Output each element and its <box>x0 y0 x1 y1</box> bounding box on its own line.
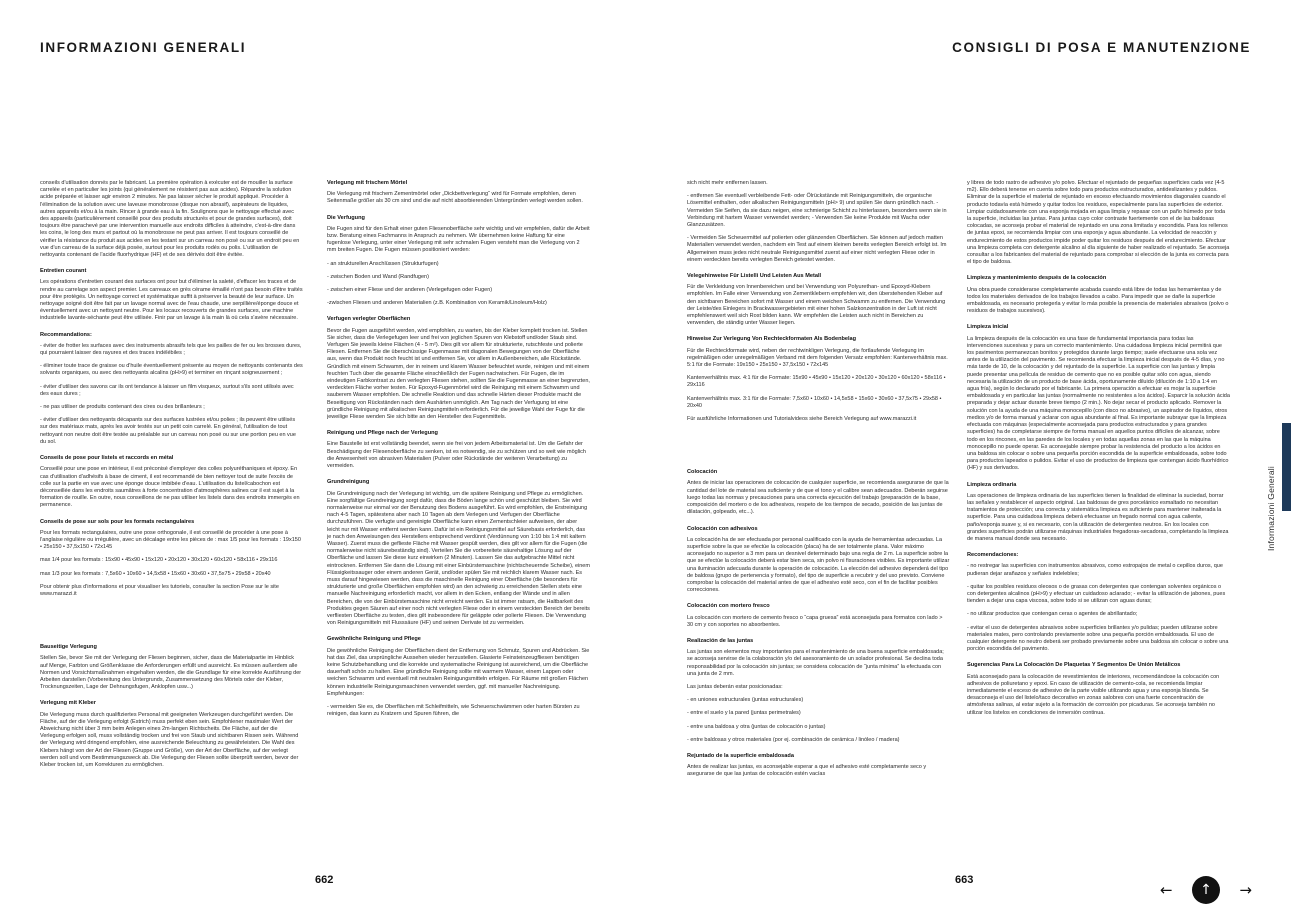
paragraph: Für die Verkleidung von Innenbereichen und bei Verwendung von Polyurethan- und Epoxyd-Klebern empfohlen. Im Falle einer Verwendung von Zementklebern empfehlen wir, den überstehenden Kleber auf den sichtbaren Bereichen sofort mit Wasser und einem weichen Schwamm zu entfernen. Die Verwendung der Leiste/des Einlegers in Brackwassergebieten mit einer hohen Salzkonzentration in der Luft ist nicht empfehlenswert weil sich Rost bilden kann. Wir empfehlen die Leisten auch nicht in Bereichen zu verwenden, die ständig unter Wasser liegen. <box>687 284 946 327</box>
paragraph: - no utilizar productos que contengan ceras o agentes de abrillantado; <box>967 611 1138 618</box>
paragraph: sich nicht mehr entfernen lassen. <box>687 180 768 186</box>
paragraph: - evitar el uso de detergentes abrasivos sobre superficies brillantes y/o pulidas; pueden utilizarse sobre materiales mates, pero controlando previamente sobre una pequeña porción embaldosada. El uso de cualquier detergente no neutro deberá ser probado previamente sobre una baldosa sin colocar o sobre una porción escondida del pavimento. <box>967 624 1229 653</box>
paragraph: Die Verlegung mit frischem Zementmörtel oder „Dickbettverlegung“ wird für Formate empfohlen, deren Seitenmaße größer als 30 cm sind und die auf nicht absorbierenden Untergründen verlegt werden sollen. <box>327 191 583 205</box>
paragraph: - quitar los posibles residuos oleosos o de grasas con detergentes que contengan solventes orgánicos o con detergentes alcalinos (pH>9) y efectuar un cuidadoso aclarado; - evitar la utilización de jabones, pues tienden a dejar una capa viscosa, sobre todo si se utilizan con aguas duras; <box>967 583 1226 605</box>
paragraph: Antes de iniciar las operaciones de colocación de cualquier superficie, se recomienda asegurarse de que la cantidad del lote de material sea suficiente y de que el tono y el calibre sean adecuados. Deberán seguirse luego todas las normas y precauciones para una correcta ejecución del trabajo (preparación de la base, composición del mortero o de los adhesivos, respeto de los tiempos de secado, posición de las juntas de dilatación, golpeado, etc...). <box>687 480 949 516</box>
paragraph: Antes de realizar las juntas, es aconsejable esperar a que el adhesivo esté completamente seco y asegurarse de que las juntas de colocación estén vacías <box>687 764 927 778</box>
text-column <box>40 180 303 872</box>
section-heading: Limpieza ordinaria <box>967 481 1017 488</box>
paragraph: Les opérations d'entretien courant des surfaces ont pour but d'éliminer la saleté, d'effacer les traces et de rendre au carrelage son aspect premier. Les carreaux en grès cérame émaillé n'ont pas besoin d'être traités pour être protégés. Un nettoyage correct et systématique suffit à préserver la beauté de leur surface. Un nettoyage soigné doit être fait par un lavage normal avec de l'eau chaude, une serpillière/éponge douce et éventuellement avec un nettoyant neutre. Pour les locaux recouverts de grandes surfaces, une machine industrielle lavante-séchante peut être utilisée. Finir par un lavage à la main là où cela s'avère nécessaire. <box>40 279 303 322</box>
paragraph: max 1/3 pour les formats : 7,5x60 • 10x60 • 14,5x58 • 15x60 • 30x60 • 37,5x75 • 29x58 • 20x40 <box>40 570 271 577</box>
section-heading: Recommandations: <box>40 331 92 338</box>
paragraph: Für die Rechteckformate wird, neben der rechtwinkligen Verlegung, die fortlaufende Verlegung im regelmäßigen oder unregelmäßigen Verband mit dem folgenden Versatz empfohlen: Kantenverhältnis max. 5:1 für die Formate: 19x150 • 25x150 • 37,5x150 • 72x145 <box>687 347 948 369</box>
paragraph: Die Fugen sind für den Erhalt einer guten Fliesenoberfläche sehr wichtig und wir empfehlen, dafür die Arbeit bzw. Beratung eines Fachmanns in Anspruch zu nehmen. Wir übernehmen keine Haftung für eine fugenlose Verlegung, unter einer Verlegung mit sehr schmalen Fugen versteht man die Verlegung von 2 mm breiten Fugen. Die Fugen müssen positioniert werden: <box>327 225 590 254</box>
text-column <box>967 180 1230 872</box>
section-heading: Limpieza inicial <box>967 324 1009 331</box>
section-heading: Recomendaciones: <box>967 552 1019 559</box>
paragraph: Pour obtenir plus d'informations et pour visualiser les tutoriels, consulter la section Pose sur le site www.marazzi.it <box>40 583 279 597</box>
section-tab-bar[interactable] <box>1282 423 1291 511</box>
section-heading: Rejuntado de la superficie embaldosada <box>687 752 794 759</box>
section-heading: Hinweise Zur Verlegung Von Rechteckformaten Als Bodenbelag <box>687 336 857 343</box>
paragraph: - éliminer toute trace de graisse ou d'huile éventuellement présente au moyen de nettoyants contenants des solvants organiques, ou avec des nettoyants alcalins (pH>9) et terminer en rinçant soigneusement ; <box>40 363 303 377</box>
section-heading: Verlegung mit frischem Mörtel <box>327 180 408 186</box>
up-arrow-icon: ↑ <box>1200 882 1212 898</box>
section-heading: Colocación con mortero fresco <box>687 603 770 610</box>
paragraph: - entfernen Sie eventuell verbleibende Fett- oder Ölrückstände mit Reinigungsmitteln, die organische Lösemittel enthalten, oder alkalischen Reinigungsmitteln (pH> 9) und spülen Sie dann gründlich nach. - Vermeiden Sie Seifen, da sie dazu neigen, eine schmierige Schicht zu hinterlassen, besonders wenn sie in Verbindung mit hartem Wasser verwendet werden; - Verwenden Sie keine Produkte mit Wachs oder Glanzzusätzen. <box>687 193 947 229</box>
pager-nav <box>1160 875 1252 905</box>
paragraph: Für ausführliche Informationen und Tutorialvideos siehe Bereich Verlegung auf www.marazzi.it <box>687 416 917 423</box>
section-heading: Conseils de pose pour listels et raccords en métal <box>40 455 174 462</box>
text-column <box>687 180 950 872</box>
section-heading: Colocación <box>687 469 718 476</box>
paragraph: - vermeiden Sie es, die Oberflächen mit Schleifmitteln, wie Scheuerschwämmen oder harten Bürsten zu reinigen, das kann zu Kratzern und Spuren führen, die <box>327 703 580 718</box>
paragraph: Bevor die Fugen ausgeführt werden, wird empfohlen, zu warten, bis der Kleber komplett trocken ist. Stellen Sie sicher, dass die Verlegefugen leer und frei von jeglichen Spuren von Klebstoff und/oder Staub sind. Verfugen Sie jeweils kleine Flächen (4 - 5 m²). Dies gilt vor allem für strukturierte, rutschfeste und polierte Fliesen. Entfernen Sie die überschüssige Fugenmasse mit diagonalen Bewegungen von der Oberfläche aus, wenn das Produkt noch feucht ist und entfernen Sie, vor allem in Außenbereichen, alle Rückstände. Gründlich mit einem Schwamm, der in reinem und klarem Wasser befeuchtet wurde, reinigen und mit einem feuchten Tuch über die gesamte Fläche einschließlich der Fugen nachwischen. Für Fugen, die im eindeutigen Farbkontrast zu den verlegten Fliesen stehen, sollten Sie die Fugenmasse an einer begrenzten, verdeckten Fläche vorher testen. Für Epoxyd-Fugenmörtel wird die Reinigung mit einem Schwamm und sauberem Wasser empfohlen. Die schnelle Reaktion und das schnelle Härten dieser Produkte macht die Beseitigung von Rückständen nach dem Aushärten unmöglich. Am Tag nach der Verfugung ist eine gründliche Reinigung mit alkalischen Reinigungmitteln erforderlich. Für die jeweilige Wahl der Fuge für die jeweilige Fliese wenden Sie sich bitte an den Hersteller des Fugenmittels. <box>327 327 590 421</box>
paragraph: max 1/4 pour les formats : 15x90 • 45x90 • 15x120 • 20x120 • 30x120 • 60x120 • 58x116 • 29x116 <box>40 557 278 564</box>
paragraph: - zwischen einer Fliese und der anderen (Verlegefugen oder Fugen) <box>327 287 493 294</box>
paragraph: - entre el suelo y la pared (juntas perimetrales) <box>687 710 801 717</box>
section-heading: Realización de las juntas <box>687 637 754 644</box>
section-heading: Verlegung mit Kleber <box>40 700 96 707</box>
section-heading: Die Verfugung <box>327 214 365 221</box>
text-column <box>327 180 590 872</box>
section-heading: Sugerencias Para La Colocación De Plaquetas Y Segmentos De Unión Metálicos <box>967 662 1181 669</box>
paragraph: - en uniones estructurales (juntas estructurales) <box>687 697 804 704</box>
paragraph: -zwischen Fliesen und anderen Materialien (z.B. Kombination von Keramik/Linoleum/Holz) <box>327 300 547 307</box>
paragraph: - zwischen Boden und Wand (Randfugen) <box>327 273 429 280</box>
paragraph: Die gewöhnliche Reinigung der Oberflächen dient der Entfernung von Schmutz, Spuren und Abdrücken. Sie hat das Ziel, das ursprüngliche Aussehen wieder herzustellen. Glasierte Feinsteinzeugfliesen benötigen keine Schutzbehandlung und die korrekte und systematische Reinigung ist ausreichend, um die Oberfläche dauerhaft schön zu halten. Eine gründliche Reinigung sollte mit warmem Wasser, einem Lappen oder weichen Schwamm und eventuell mit neutralen Reinigungsmitteln erfolgen. Für Räume mit großen Flächen können industrielle Reinigungsmaschinen verwendet werden, ggf. mit manueller Nachreinigung. Empfehlungen: <box>327 647 590 697</box>
paragraph: Pour les formats rectangulaires, outre une pose orthogonale, il est conseillé de procéder à une pose à l'anglaise régulière ou irrégulière, avec un décalage entre les pièces de : max 1/5 pour les formats : 19x150 • 25x150 • 37,5x150 • 72x145 <box>40 529 301 551</box>
section-heading: Limpieza y mantenimiento después de la colocación <box>967 275 1107 282</box>
section-heading: Colocación con adhesivos <box>687 525 758 532</box>
paragraph: Kantenverhältnis max. 4:1 für die Formate: 15x90 • 45x90 • 15x120 • 20x120 • 30x120 • 60x120 • 58x116 • 29x116 <box>687 375 946 389</box>
paragraph: Kantenverhältnis max. 3:1 für die Formate: 7,5x60 • 10x60 • 14,5x58 • 15x60 • 30x60 • 37,5x75 • 29x58 • 20x40 <box>687 395 942 409</box>
paragraph: - éviter de frotter les surfaces avec des instruments abrasifs tels que les pailles de fer ou les brosses dures, qui pourraient laisser des rayures et des traces indélébiles ; <box>40 342 302 357</box>
paragraph: - éviter d'utiliser des savons car ils ont tendance à laisser un film visqueux, surtout s'ils sont utilisés avec des eaux dures ; <box>40 383 294 397</box>
section-heading: Conseils de pose sur sols pour les formats rectangulaires <box>40 518 195 525</box>
paragraph: Las juntas deberán estar posicionadas: <box>687 683 783 690</box>
page-title-left: INFORMAZIONI GENERALI <box>40 40 247 55</box>
paragraph: - Vermeiden Sie Scheuermittel auf polierten oder glänzenden Oberflächen. Sie können auf jedoch matten Materialien verwendet werden, nachdem ein Test auf einem kleinen bereits verlegten Bereich erfolgt ist. Im Allgemeinen muss jedes nicht neutrale Reinigungsmittel zuerst auf einer nicht verlegten Fliese oder in einem verdeckten bereits verlegten Bereich getestet werden. <box>687 235 947 263</box>
paragraph: La colocación con mortero de cemento fresco o “capa gruesa” está aconsejada para formatos con lado > 30 cm y con soportes no absorbentes. <box>687 614 943 628</box>
paragraph: Eine Baustelle ist erst vollständig beendet, wenn sie frei von jedem Arbeitsmaterial ist. Um die Gefahr der Beschädigung der Fliesenoberfläche zu senken, ist es notwendig, sie zu schützen und so weit wie möglich die Anwesenheit von abrasiven Materialien (Pulver oder Rückstände der weiteren Verarbeitung) zu vermeiden. <box>327 441 586 470</box>
columns <box>0 180 1291 872</box>
paragraph: - no restregar las superficies con instrumentos abrasivos, como estropajos de metal o cepillos duros, que pudieran dejar arañazos y señales indelebles; <box>967 563 1223 577</box>
paragraph: Die Grundreinigung nach der Verlegung ist wichtig, um die spätere Reinigung und Pflege zu ermöglichen. Eine sorgfältige Grundreinigung sorgt dafür, dass die Böden lange schön und geschützt bleiben. Sie wird normalerweise nur einmal vor der Benutzung des Bodens ausgeführt. Es wird empfohlen, die Erstreinigung nach 4-5 Tagen, spätestens aber nach 10 Tagen ab dem Verlegen und Verfugen der Oberfläche durchzuführen. Die verfugte und gereinigte Oberfläche kann einen Zementschleier aufweisen, der aber leicht nur mit Wasser entfernt werden kann. Dafür ist ein Reinigungsmittel auf Säurebasis erforderlich, das je nach den Anweisungen des Herstellers entsprechend verdünnt (Verdünnung von 1:10 bis 1:4 mit kaltem Wasser). Zuerst muss die geflieste Fläche mit Wasser gespült werden, dies gilt vor allem für die Fugen (die normalerweise nicht säurebeständig sind). Verteilen Sie die vorbereitete säurehaltige Lösung auf der Oberfläche und lassen Sie diese kurz einwirken (2 Minuten). Lassen Sie das aufgebrachte Mittel nicht eintrocknen. Entfernen Sie dann die Lösung mit einer Einbürstemaschine (nichtscheuernde Scheibe), einem Flüssigkeitssauger oder einem anderen Gerät, und/oder spülen Sie mit reichlich klarem Wasser nach. Es muss darauf hingewiesen werden, dass die maschinelle Reinigung einer Oberfläche (die besonders für strukturierte und große Oberflächen empfohlen wird) an den schwierig zu erreichenden Stellen stets eine manuelle Nachreinigung erforderlich macht, vor allem in den Ecken, entlang der Wände und in allen Bereichen, die von der Einbürstemaschine nicht erreicht werden. Es ist immer ratsam, die Haltbarkeit des Produktes gegen Säuren auf einer noch nicht verlegten Fliese oder in einem versteckten Bereich der bereits verfliesten Oberfläche zu testen, dies gilt insbesondere für geläppte oder polierte Fliesen. Die Verwendung von Reinigungsmitteln mit Flusssäure (HF) und seinen Derivate ist zu vermeiden. <box>327 490 590 627</box>
paragraph: - éviter d'utiliser des nettoyants décapants sur des surfaces lustrées et/ou polies ; ils peuvent être utilisés sur des matériaux mats, après les avoir testés sur un petit coin carrelé. En général, l'utilisation de tout nettoyant non neutre doit être testée au préalable sur un carreau non posé ou sur une portion peu en vue du sol. <box>40 417 296 445</box>
paragraph: Die Verlegung muss durch qualifiziertes Personal mit geeigneten Werkzeugen durchgeführt werden. Die Fläche, auf der die Verlegung erfolgt (Estrich) muss perfekt eben sein. Empfohlener maximaler Wert der Abweichung nicht über 3 mm beim Anlegen eines 2m-langen Richtscheits. Die Fläche, auf der die Verlegung erfolgen soll, muss vollständig trocken und frei von Staub und sichtbaren Rissen sein. Während der Verlegung wird dringend empfohlen, eine ausreichende Beleuchtung zu gewährleisten. Die Wahl des Klebers hängt von der Art der Fliesen (Gruppe und Größe), von der Art der Oberfläche, auf der verlegt werden soll und vom Bestimmungszweck ab. Die Verlegung der Fliesen sollte überprüft werden, bevor der Kleber trocken ist, um Korrekturen zu ermöglichen. <box>40 711 299 768</box>
page-number-left: 662 <box>315 874 334 886</box>
next-page-arrow-icon[interactable]: → <box>1239 880 1252 899</box>
section-heading: Reinigung und Pflege nach der Verlegung <box>327 430 438 437</box>
paragraph: Conseillé pour une pose en intérieur, il est préconisé d'employer des colles polyuréthaniques et époxy. En cas d'utilisation d'adhésifs à base de ciment, il est recommandé de bien nettoyer tout de suite l'excès de colle sur la partie en vue avec une éponge douce imbibée d'eau. L'utilisation du listel/cabochon est déconseillée dans les endroits saumâtres à forte concentration d'atmosphères salines car il est sujet à la formation de rouille. En outre, nous conseillons de ne pas utiliser les listels dans des endroits immergés en permanence. <box>40 466 300 509</box>
back-to-top-button[interactable] <box>1192 876 1220 904</box>
section-tab-label[interactable]: Informazioni Generali <box>1266 466 1276 551</box>
paragraph: - entre baldosas y otros materiales (por ej. combinación de cerámica / linóleo / madera) <box>687 736 900 743</box>
paragraph: y libres de todo rastro de adhesivo y/o polvo. Efectuar el rejuntado de pequeñas superficies cada vez (4-5 m2). Ello deberá tenerse en cuenta sobre todo para productos estructurados, antideslizantes y pulidos. Eliminar de la superficie el material de rejuntado en exceso efectuando movimientos diagonales cuando el producto todavía está húmedo y quitar todos los residuos, especialmente para las superficies de exterior. Limpiar cuidadosamente con una esponja mojada en agua limpia y repasar con un paño húmedo por toda la superficie, incluidas las juntas. Para juntas cuyo color contraste fuertemente con el de las baldosas colocadas, se aconseja probar el material de rejuntado en una zona limitada y escondida. Para los rellenos de juntas epoxi, se recomienda limpiar con una esponja y agua abundante. La velocidad de reacción y endurecimiento de estos productos impide poder quitar los residuos después del endurecimiento. Efectuar una limpieza completa con detergente alcalino al día siguiente de haber realizado el rejuntado. Se aconseja consultar a los fabricantes del material de rejuntado para comprobar si elección de la junta es correcta para el tipo de baldosa. <box>967 180 1230 266</box>
paragraph: Una obra puede considerarse completamente acabada cuando está libre de todas las herramientas y de todos los materiales derivados de los trabajos llevados a cabo. Para impedir que se dañe la superficie embaldosada, es necesario protegerla y evitar lo más posible la presencia de materiales abrasivos (polvo o residuos de trabajos sucesivos). <box>967 286 1229 315</box>
paragraph: conseils d'utilisation donnés par le fabricant. La première opération à exécuter est de mouiller la surface carrelée et en particulier les joints (qui généralement ne résistent pas aux acides). Répandre la solution acide préparée et laisser agir environ 2 minutes. Ne pas laisser sécher le produit appliqué. Procéder à l'élimination de la solution avec une laveuse monobrosse (disque non abrasif), aspirateurs de liquides, autres appareils et/ou à la main. Rincer à grande eau à la fin. Soulignons que le nettoyage effectué avec des appareils (particulièrement conseillé pour des produits structurés et pour de grandes surfaces), doit toujours être parachevé par une intervention manuelle aux endroits difficiles à atteindre, c'est-à-dire dans les coins, le long des murs et partout où la monobrosse ne peut pas arriver. Il est toujours conseillé de vérifier la résistance du produit aux acides en les testant sur un carreau non posé ou sur un endroit peu en vue d'un carreau de la surface déjà posée, surtout pour les produits rodés ou polis. L'utilisation de nettoyants contenant de l'acide fluorhydrique (HF) et de ses dérivés doit être évitée. <box>40 180 300 259</box>
page-number-right: 663 <box>955 874 974 886</box>
paragraph: La colocación ha de ser efectuada por personal cualificado con la ayuda de herramientas adecuadas. La superficie sobre la que se efectúe la colocación (placa) ha de ser totalmente plana. Valor máximo aconsejado no superior a 3 mm para un desnivel determinado bajo una regla de 2 m. La superficie sobre la que se efectúe la colocación deberá estar bien seca, sin polvo ni fisuraciones visibles. Es importante utilizar una iluminación adecuada durante la operación de colocación. La elección del adhesivo dependerá del tipo de baldosa (grupo de pertenencia y formato), del tipo de superficie a recubrir y del uso previsto. Conviene comprobar la colocación del material antes de que el adhesivo esté seco, con el fin de facilitar posibles correcciones. <box>687 536 950 594</box>
paragraph: La limpieza después de la colocación es una fase de fundamental importancia para todas las intervenciones sucesivas y para un correcto mantenimiento. Una cuidadosa limpieza inicial permitirá que los pavimentos permanezcan bonitos y protegidos durante largo tiempo; suele efectuarse una sola vez antes de la utilización del pavimento. Se recomienda efectuar la limpieza inicial después de 4-5 días, y no más tarde de 10, de la colocación y del rejuntado de la superficie. La superficie con las juntas y limpia puede presentar una película de residuo de cemento que no es posible quitar sólo con agua, siendo necesaria la utilización de un producto de base ácida, oportunamente diluido (dilución de 1:10 a 1:4 en agua fría), según lo declarado por el fabricante. La primera operación a efectuar es mojar la superficie embaldosada y en particular las juntas (normalmente no resistentes a los ácidos). Esparcir la solución ácida preparada y dejar actuar durante breve tiempo (2 min.). No dejar secar el producto aplicado. Remover la solución con la ayuda de una máquina monocepillo (con disco no abrasivo), un aspirador de líquidos, otros medios y/o de forma manual y aclarar con agua abundante al final. Es importante subrayar que la limpieza efectuada con máquinas (especialmente aconsejada para productos estructurados y para grandes superficies) ha de completarse siempre de forma manual en aquellos puntos difíciles de alcanzar, sobre todo en los rincones, en las paredes de los locales y en todas aquellas zonas en las que la máquina monocepillo no puede operar. Es aconsejable siempre probar la resistencia del producto a los ácidos en una baldosa sin colocar o sobre una pequeña porción escondida de la superficie embaldosada, sobre todo para productos lapeados o pulidos. Evitar el uso de productos de limpieza que contengan ácido fluorhídrico (HF) y sus derivados. <box>967 335 1230 472</box>
paragraph: - ne pas utiliser de produits contenant des cires ou des brillanteurs ; <box>40 404 205 411</box>
section-heading: Grundreinigung <box>327 479 370 486</box>
paragraph: - entre una baldosa y otra (juntas de colocación o juntas) <box>687 723 826 730</box>
page-title-right: CONSIGLI DI POSA E MANUTENZIONE <box>952 40 1251 55</box>
paragraph: Stellen Sie, bevor Sie mit der Verlegung der Fliesen beginnen, sicher, dass die Materialpartie im Hinblick auf Menge, Farbton und Größenklasse die Anforderungen erfüllt und ausreicht. Es müssen außerdem alle Normen und Vorsichtsmaßnahmen eingehalten werden, die die Grundlage für eine korrekte Ausführung der Arbeiten darstellen (Vorbereitung des Untergrunds, Zusammensetzung des Mörtels oder der Kleber, Trocknungszeiten, Lage der Dehnungsfugen, Anklopfen usw...) <box>40 655 302 691</box>
paragraph: - an strukturellen Anschlüssen (Strukturfugen) <box>327 260 439 267</box>
section-heading: Verfugen verlegter Oberflächen <box>327 316 411 323</box>
paragraph: Está aconsejado para la colocación de revestimientos de interiores, recomendándose la colocación con adhesivos de poliuretano y epoxi. En caso de utilización de cemento-cola, se recomienda limpiar inmediatamente el exceso de adhesivo de la parte visible utilizando agua y una esponja blanda. Se desaconseja el uso del listelo/taco decorativo en zonas salobres con una fuerte concentración de atmósferas salinas, al estar sujeto a la formación de corrosión por picaduras. Se aconseja también no utilizar los listelos en condiciones de inmersión continua. <box>967 673 1220 716</box>
section-heading: Entretien courant <box>40 268 87 275</box>
paragraph: Las operaciones de limpieza ordinaria de las superficies tienen la finalidad de eliminar la suciedad, borrar las señales y restablecer el aspecto original. Las baldosas de gres porcelánico esmaltado no necesitan tratamientos de protección; una correcta y sistemática limpieza es suficiente para mantener inalterada la superficie. Para una cuidadosa limpieza deberá efectuarse un fregado normal con agua caliente, paño/esponja suave y, si es necesario, con la utilización de detergentes neutros. En los locales con grandes superficies podrán utilizarse máquinas industriales fregadoras-secadoras, completando la limpieza de manera manual donde sea necesario. <box>967 492 1229 542</box>
section-heading: Bauseitige Verlegung <box>40 644 97 651</box>
section-heading: Gewöhnliche Reinigung und Pflege <box>327 636 421 643</box>
previous-page-arrow-icon[interactable]: ← <box>1160 880 1173 899</box>
section-heading: Velegehinweise Für Listelli Und Leisten Aus Metall <box>687 273 822 280</box>
paragraph: Las juntas son elementos muy importantes para el mantenimiento de una buena superficie embaldosada; se aconseja servirse de la colaboración y/o del asesoramiento de un solador profesional. Se declina toda responsabilidad por la colocación sin juntas; se considera colocación de “junta mínima” la efectuada con una junta de 2 mm. <box>687 649 944 677</box>
